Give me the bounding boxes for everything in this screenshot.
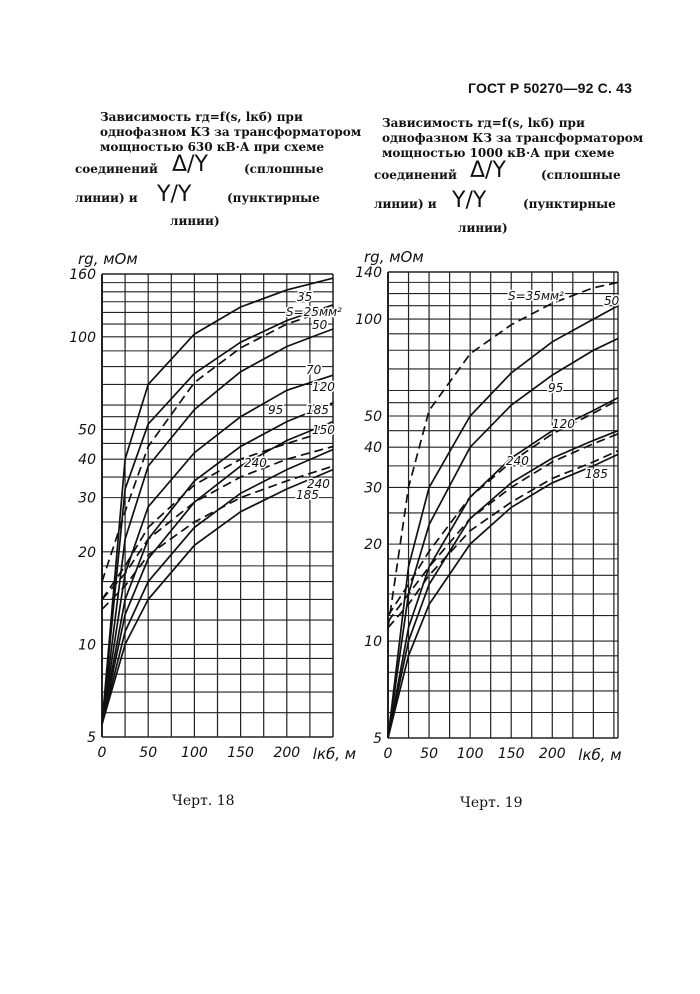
chart19-series-solid-95	[388, 398, 618, 738]
chart19-y-tick-label: 50	[364, 408, 382, 425]
chart19-x-axis-label: lкб, м	[578, 746, 622, 764]
chart19-curve-label: 185	[585, 467, 608, 481]
chart19-x-tick-label: 0	[383, 746, 393, 762]
chart19-y-tick-label: 100	[355, 312, 382, 329]
chart18-y-tick-label: 20	[78, 544, 96, 561]
left-dashed-note: (пунктирные	[227, 191, 320, 205]
chart18-x-tick-label: 0	[97, 745, 107, 761]
chart18-curve-label: S=25мм²	[286, 305, 342, 319]
right-caption-line-1: Зависимость rд=f(s, lкб) при	[382, 116, 585, 130]
chart18-curve-label: 240	[307, 477, 330, 491]
right-figure-label: Черт. 19	[460, 795, 523, 811]
chart19-x-tick-label: 150	[497, 746, 525, 762]
chart18-y-tick-label: 50	[78, 422, 96, 439]
right-scheme-star-star: Y/Y	[452, 188, 487, 213]
chart18-curve-label: 120	[312, 380, 335, 394]
left-figure-label: Черт. 18	[172, 793, 235, 809]
chart19-y-tick-label: 140	[355, 265, 382, 281]
chart18-y-tick-label: 160	[69, 267, 96, 283]
chart18-y-axis-label: rg, мОм	[78, 250, 138, 268]
chart19-curve-label: 95	[548, 381, 564, 395]
chart19-y-tick-label: 5	[373, 731, 382, 747]
right-caption-line-3: мощностью 1000 кВ·А при схеме	[382, 146, 615, 160]
chart19-series-solid-S35	[388, 306, 618, 738]
chart19-x-tick-label: 200	[538, 746, 566, 762]
left-caption-line-1: Зависимость rд=f(s, lкб) при	[100, 110, 303, 124]
chart18-curve-label: 95	[268, 403, 284, 417]
left-solid-note: (сплошные	[244, 162, 324, 176]
chart19-curve-label: 120	[552, 417, 575, 431]
chart19-curve-label: 50	[604, 294, 620, 308]
chart18-curve-label: 150	[312, 423, 335, 437]
left-scheme-delta-star: Δ/Y	[172, 152, 208, 177]
chart18-y-tick-label: 100	[69, 329, 96, 346]
chart19-y-tick-label: 10	[364, 634, 382, 651]
right-dashed-note-2: линии)	[458, 221, 508, 235]
chart18-y-tick-label: 40	[78, 452, 96, 469]
chart19-y-axis-label: rg, мОм	[364, 248, 424, 266]
right-caption-line-2: однофазном КЗ за трансформатором	[382, 131, 644, 145]
chart18-curve-label: 185	[306, 403, 329, 417]
chart18-x-axis-label: lкб, м	[312, 745, 357, 763]
chart19-x-tick-label: 50	[420, 746, 438, 762]
chart19-y-tick-label: 30	[364, 480, 382, 497]
left-connections-label: соединений	[75, 162, 158, 176]
chart18-curve-label: 240	[244, 456, 267, 470]
chart18-curve-label: 50	[312, 318, 328, 332]
left-dashed-note-2: линии)	[170, 214, 220, 228]
chart18-y-tick-label: 10	[78, 637, 96, 654]
left-caption-line-3: мощностью 630 кВ·А при схеме	[100, 140, 325, 154]
left-caption-line-2: однофазном КЗ за трансформатором	[100, 125, 362, 139]
chart19-series-solid-50	[388, 339, 618, 739]
chart19-curve-label: 240	[506, 454, 529, 468]
chart18-x-tick-label: 50	[139, 745, 158, 761]
page-header: ГОСТ Р 50270—92 С. 43	[468, 80, 633, 96]
chart18-x-tick-label: 150	[227, 745, 254, 761]
left-lines-and: линии) и	[75, 191, 138, 205]
chart18-curve-label: 35	[297, 290, 313, 304]
chart18-curve-label: 70	[306, 363, 322, 377]
left-scheme-star-star: Y/Y	[157, 182, 192, 207]
right-solid-note: (сплошные	[541, 168, 621, 182]
chart19-y-tick-label: 20	[364, 537, 382, 554]
chart19-series-dashed-120	[388, 434, 618, 622]
chart18-y-tick-label: 5	[87, 730, 96, 746]
chart19-curve-label: S=35мм²	[508, 289, 564, 303]
right-connections-label: соединений	[374, 168, 457, 182]
chart19-series-solid-185	[388, 454, 618, 738]
chart19-y-tick-label: 40	[364, 440, 382, 457]
chart18-x-tick-label: 200	[273, 745, 301, 761]
chart18-x-tick-label: 100	[181, 745, 208, 761]
chart18-y-tick-label: 30	[78, 490, 96, 507]
right-lines-and: линии) и	[374, 197, 437, 211]
chart18-curve-label: 185	[296, 488, 319, 502]
right-dashed-note: (пунктирные	[523, 197, 616, 211]
chart19-x-tick-label: 100	[456, 746, 484, 762]
right-scheme-delta-star: Δ/Y	[470, 158, 506, 183]
